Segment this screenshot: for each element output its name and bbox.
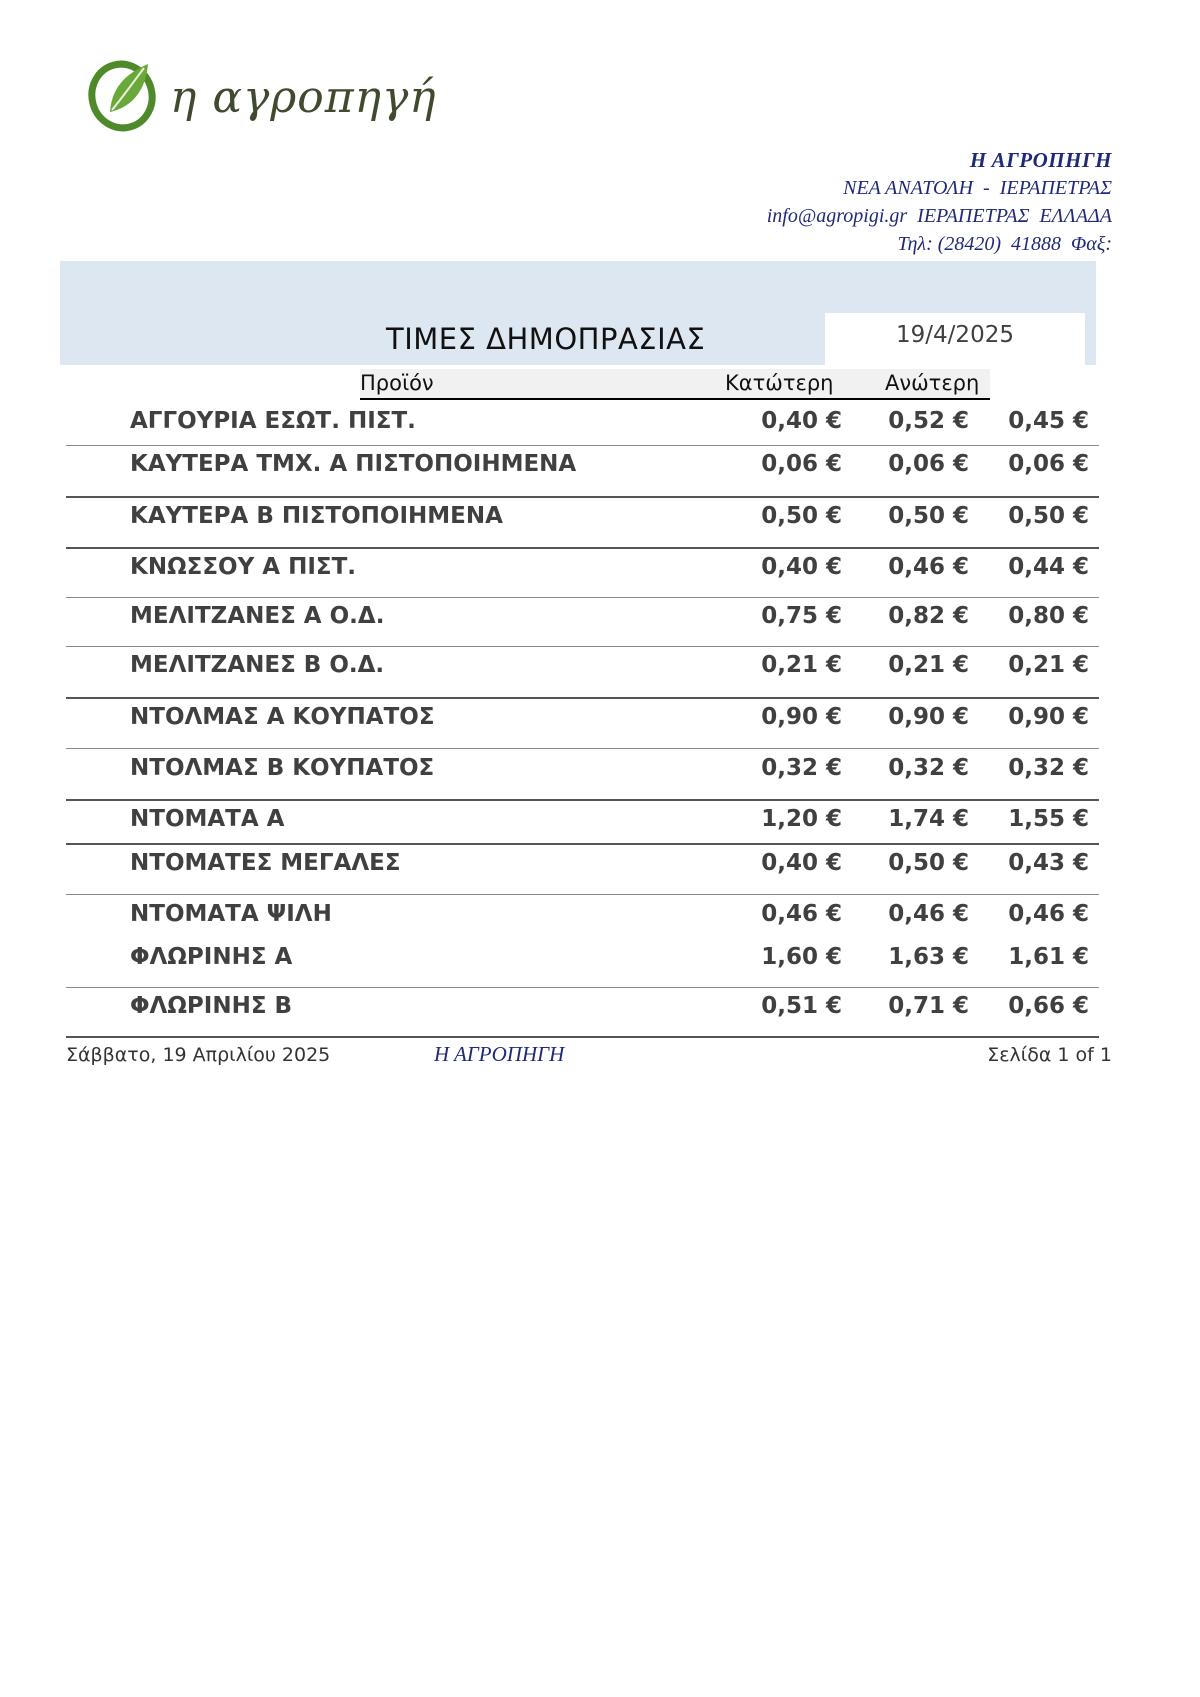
max-price: 0,50 € bbox=[888, 850, 969, 876]
table-row bbox=[66, 755, 1099, 795]
company-address: ΝΕΑ ΑΝΑΤΟΛΗ - ΙΕΡΑΠΕΤΡΑΣ bbox=[843, 177, 1112, 199]
column-header-product: Προϊόν bbox=[360, 371, 434, 395]
table-row bbox=[66, 603, 1099, 643]
min-price: 0,50 € bbox=[761, 503, 842, 529]
product-name: ΚΝΩΣΣΟΥ Α ΠΙΣΤ. bbox=[130, 554, 357, 580]
avg-price: 0,80 € bbox=[1008, 603, 1089, 629]
table-row bbox=[66, 503, 1099, 543]
avg-price: 0,46 € bbox=[1008, 901, 1089, 927]
row-separator bbox=[66, 597, 1099, 598]
column-header-max: Ανώτερη bbox=[885, 371, 980, 395]
leaf-icon bbox=[86, 54, 166, 134]
min-price: 1,60 € bbox=[761, 944, 842, 970]
min-price: 0,32 € bbox=[761, 755, 842, 781]
product-name: ΜΕΛΙΤΖΑΝΕΣ Α Ο.Δ. bbox=[130, 603, 385, 629]
product-name: ΜΕΛΙΤΖΑΝΕΣ Β Ο.Δ. bbox=[130, 652, 385, 678]
min-price: 0,75 € bbox=[761, 603, 842, 629]
min-price: 0,40 € bbox=[761, 554, 842, 580]
product-name: ΝΤΟΛΜΑΣ Β ΚΟΥΠΑΤΟΣ bbox=[130, 755, 435, 781]
min-price: 0,21 € bbox=[761, 652, 842, 678]
table-row bbox=[66, 850, 1099, 890]
table-row bbox=[66, 554, 1099, 594]
table-row bbox=[66, 901, 1099, 941]
row-separator bbox=[66, 646, 1099, 647]
header-underline bbox=[360, 398, 990, 400]
min-price: 1,20 € bbox=[761, 806, 842, 832]
row-separator bbox=[66, 843, 1099, 845]
row-separator bbox=[66, 445, 1099, 446]
footer-company: Η ΑΓΡΟΠΗΓΗ bbox=[434, 1042, 565, 1066]
table-row bbox=[66, 652, 1099, 692]
max-price: 0,71 € bbox=[888, 993, 969, 1019]
report-title: ΤΙΜΕΣ ΔΗΜΟΠΡΑΣΙΑΣ bbox=[386, 322, 706, 356]
table-row bbox=[66, 806, 1099, 846]
max-price: 0,21 € bbox=[888, 652, 969, 678]
product-name: ΝΤΟΜΑΤΕΣ ΜΕΓΑΛΕΣ bbox=[130, 850, 401, 876]
product-name: ΑΓΓΟΥΡΙΑ ΕΣΩΤ. ΠΙΣΤ. bbox=[130, 408, 416, 434]
row-separator bbox=[66, 1036, 1099, 1038]
max-price: 0,50 € bbox=[888, 503, 969, 529]
company-name: Η ΑΓΡΟΠΗΓΗ bbox=[969, 148, 1112, 172]
product-name: ΚΑΥΤΕΡΑ Β ΠΙΣΤΟΠΟΙΗΜΕΝΑ bbox=[130, 503, 503, 529]
avg-price: 0,66 € bbox=[1008, 993, 1089, 1019]
table-row bbox=[66, 704, 1099, 744]
product-name: ΝΤΟΛΜΑΣ Α ΚΟΥΠΑΤΟΣ bbox=[130, 704, 435, 730]
max-price: 1,63 € bbox=[888, 944, 969, 970]
max-price: 0,82 € bbox=[888, 603, 969, 629]
company-logo bbox=[86, 54, 437, 144]
max-price: 1,74 € bbox=[888, 806, 969, 832]
footer-page-number: Σελίδα 1 of 1 bbox=[987, 1044, 1112, 1066]
row-separator bbox=[66, 987, 1099, 988]
company-email: info@agropigi.gr ΙΕΡΑΠΕΤΡΑΣ ΕΛΛΑΔΑ bbox=[766, 205, 1112, 227]
table-row bbox=[66, 944, 1099, 984]
row-separator bbox=[66, 547, 1099, 549]
min-price: 0,06 € bbox=[761, 451, 842, 477]
row-separator bbox=[66, 697, 1099, 699]
avg-price: 0,45 € bbox=[1008, 408, 1089, 434]
product-name: ΝΤΟΜΑΤΑ ΨΙΛΗ bbox=[130, 901, 332, 927]
footer-date: Σάββατο, 19 Απριλίου 2025 bbox=[66, 1044, 331, 1066]
column-header-min: Κατώτερη bbox=[725, 371, 834, 395]
min-price: 0,40 € bbox=[761, 850, 842, 876]
avg-price: 0,43 € bbox=[1008, 850, 1089, 876]
company-header bbox=[767, 146, 1112, 258]
product-name: ΚΑΥΤΕΡΑ ΤΜΧ. Α ΠΙΣΤΟΠΟΙΗΜΕΝΑ bbox=[130, 451, 577, 477]
avg-price: 1,61 € bbox=[1008, 944, 1089, 970]
max-price: 0,06 € bbox=[888, 451, 969, 477]
row-separator bbox=[66, 894, 1099, 895]
max-price: 0,52 € bbox=[888, 408, 969, 434]
min-price: 0,46 € bbox=[761, 901, 842, 927]
avg-price: 0,50 € bbox=[1008, 503, 1089, 529]
table-row bbox=[66, 451, 1099, 491]
table-row bbox=[66, 993, 1099, 1033]
max-price: 0,32 € bbox=[888, 755, 969, 781]
row-separator bbox=[66, 799, 1099, 801]
table-row bbox=[66, 408, 1099, 448]
report-date: 19/4/2025 bbox=[896, 322, 1014, 348]
row-separator bbox=[66, 496, 1099, 498]
avg-price: 0,21 € bbox=[1008, 652, 1089, 678]
min-price: 0,40 € bbox=[761, 408, 842, 434]
logo-text: η αγροπηγή bbox=[170, 72, 437, 123]
product-name: ΦΛΩΡΙΝΗΣ Α bbox=[130, 944, 293, 970]
avg-price: 0,44 € bbox=[1008, 554, 1089, 580]
product-name: ΦΛΩΡΙΝΗΣ Β bbox=[130, 993, 293, 1019]
avg-price: 1,55 € bbox=[1008, 806, 1089, 832]
max-price: 0,46 € bbox=[888, 901, 969, 927]
max-price: 0,90 € bbox=[888, 704, 969, 730]
product-name: ΝΤΟΜΑΤΑ Α bbox=[130, 806, 285, 832]
row-separator bbox=[66, 748, 1099, 749]
avg-price: 0,90 € bbox=[1008, 704, 1089, 730]
avg-price: 0,06 € bbox=[1008, 451, 1089, 477]
avg-price: 0,32 € bbox=[1008, 755, 1089, 781]
min-price: 0,90 € bbox=[761, 704, 842, 730]
max-price: 0,46 € bbox=[888, 554, 969, 580]
company-phone: Τηλ: (28420) 41888 Φαξ: bbox=[897, 233, 1112, 255]
min-price: 0,51 € bbox=[761, 993, 842, 1019]
